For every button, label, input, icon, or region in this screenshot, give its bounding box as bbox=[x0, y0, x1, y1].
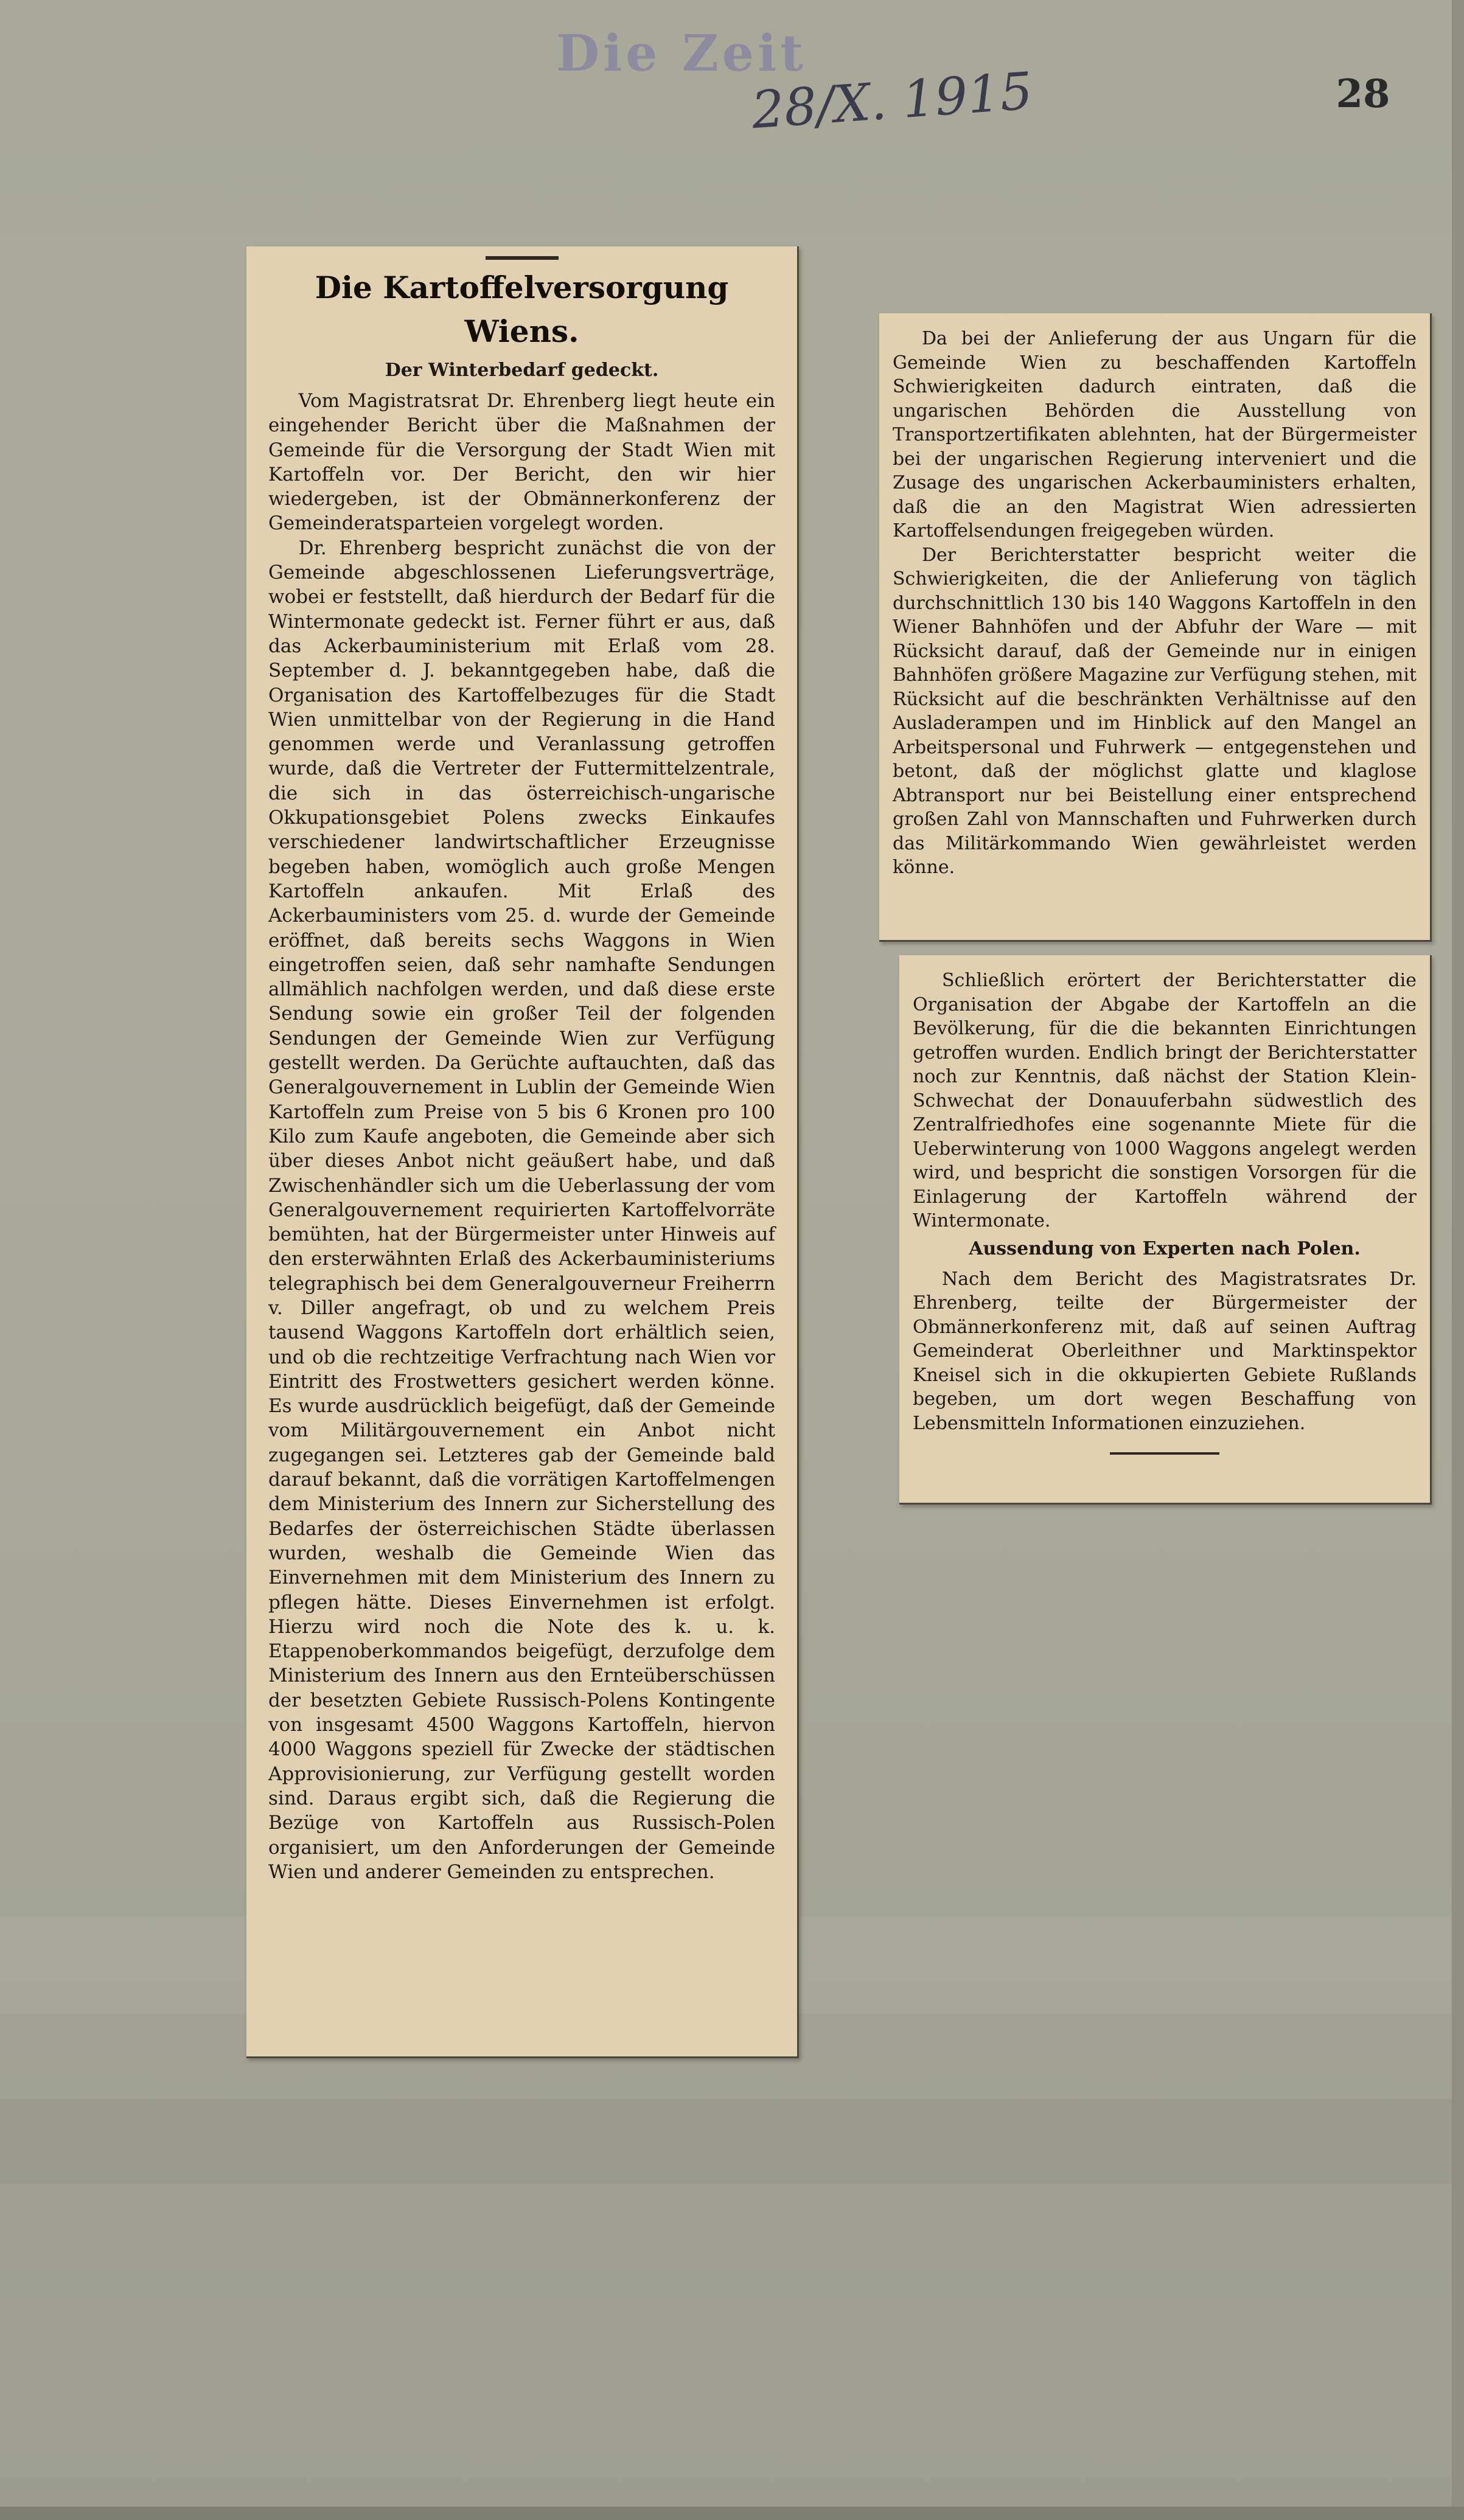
article-subtitle: Der Winterbedarf gedeckt. bbox=[385, 360, 659, 381]
clipping-main-article bbox=[246, 246, 799, 2058]
article-paragraph: Da bei der Anlieferung der aus Ungarn für die Gemeinde Wien zu beschaffenden Kartoffeln Schwierigkeiten dadurch eintraten, daß die ungarischen Behörden die Ausstellung von Transportzertifikaten ablehnten, hat der Bürgermeister bei der ungarischen Regierung interveniert und die Zusage des ungarischen Ackerbauministers erhalten, daß die an den Magistrat Wien adressierten Kartoffelsendungen freigegeben würden. bbox=[893, 328, 1417, 541]
clipping-conclusion bbox=[899, 955, 1432, 1505]
article-paragraph: Der Berichterstatter bespricht weiter die Schwierigkeiten, die der Anlieferung von täglich durchschnittlich 130 bis 140 Waggons Kartoffeln in den Wiener Bahnhöfen und der Abfuhr der Ware — mit Rücksicht darauf, daß der Gemeinde nur in einigen Bahnhöfen größere Magazine zur Verfügung stehen, mit Rücksicht auf die beschränkten Verhältnisse auf den Ausladerampen und im Hinblick auf den Mangel an Arbeitspersonal und Fuhrwerk — entgegenstehen und betont, daß der möglichst glatte und klaglose Abtransport nur bei Beistellung einer entsprechend großen Zahl von Mannschaften und Fuhrwerken durch das Militärkommando Wien gewährleistet werden könne. bbox=[893, 544, 1417, 878]
section-heading: Aussendung von Experten nach Polen. bbox=[969, 1237, 1361, 1259]
clipping-content bbox=[268, 256, 775, 2047]
article-title: Die Kartoffelversorgung Wiens. bbox=[315, 270, 729, 349]
article-paragraph: Nach dem Bericht des Magistratsrates Dr. Ehrenberg, teilte der Bürgermeister der Obmännerkonferenz mit, daß auf seinen Auftrag Gemeinderat Oberleithner und Marktinspektor Kneisel sich in die okkupierten Gebiete Rußlands begeben, um dort wegen Beschaffung von Lebensmitteln Informationen einzuziehen. bbox=[913, 1268, 1417, 1434]
clipping-content bbox=[893, 327, 1417, 930]
newspaper-name-stamp: Die Zeit bbox=[556, 24, 807, 83]
end-rule bbox=[1110, 1452, 1219, 1455]
paper-fold bbox=[0, 2099, 1464, 2184]
page-number: 28 bbox=[1336, 71, 1390, 117]
article-paragraph: Vom Magistratsrat Dr. Ehrenberg liegt heute ein eingehender Bericht über die Maßnahmen der Gemeinde für die Versorgung der Stadt Wien mit Kartoffeln vor. Der Bericht, den wir hier wiedergeben, ist der Obmännerkonferenz der Gemeinderatsparteien vorgelegt worden. bbox=[268, 390, 775, 535]
article-paragraph: Dr. Ehrenberg bespricht zunächst die von der Gemeinde abgeschlossenen Lieferungsverträge, wobei er feststellt, daß hierdurch der Bedarf für die Wintermonate gedeckt ist. Ferner führt er aus, daß das Ackerbauministerium mit Erlaß vom 28. September d. J. bekanntgegeben habe, daß die Organisation des Kartoffelbezuges für die Stadt Wien unmittelbar von der Regierung in die Hand genommen werde und Veranlassung getroffen wurde, daß die Vertreter der Futtermittelzentrale, die sich in das österreichisch-ungarische Okkupationsgebiet Polens zwecks Einkaufes verschiedener landwirtschaftlicher Erzeugnisse begeben haben, womöglich auch große Mengen Kartoffeln ankaufen. Mit Erlaß des Ackerbauministers vom 25. d. wurde der Gemeinde eröffnet, daß bereits sechs Waggons in Wien eingetroffen seien, daß sehr namhafte Sendungen allmählich nachfolgen werden, und daß diese erste Sendung sowie ein großer Teil der folgenden Sendungen der Gemeinde Wien zur Verfügung gestellt werden. Da Gerüchte auftauchten, daß das Generalgouvernement in Lublin der Gemeinde Wien Kartoffeln zum Preise von 5 bis 6 Kronen pro 100 Kilo zum Kaufe angeboten, die Gemeinde aber sich über dieses Anbot nicht geäußert habe, und daß Zwischenhändler sich um die Ueberlassung der vom Generalgouvernement requirierten Kartoffelvorräte bemühten, hat der Bürgermeister unter Hinweis auf den ersterwähnten Erlaß des Ackerbauministeriums telegraphisch bei dem Generalgouverneur Freiherrn v. Diller angefragt, ob und zu welchem Preis tausend Waggons Kartoffeln dort erhältlich seien, und ob die rechtzeitige Verfrachtung nach Wien vor Eintritt des Frostwetters gesichert werden könne. Es wurde ausdrücklich beigefügt, daß der Gemeinde vom Militärgouvernement ein Anbot nicht zugegangen sei. Letzteres gab der Gemeinde bald darauf bekannt, daß die vorrätigen Kartoffelmengen dem Ministerium des Innern zur Sicherstellung des Bedarfes der österreichischen Städte überlassen wurden, weshalb die Gemeinde Wien das Einvernehmen mit dem Ministerium des Innern zu pflegen hätte. Dieses Einvernehmen ist erfolgt. Hierzu wird noch die Note des k. u. k. Etappenoberkommandos beigefügt, derzufolge dem Ministerium des Innern aus den Ernteüberschüssen der besetzten Gebiete Russisch-Polens Kontingente von insgesamt 4500 Waggons Kartoffeln, hiervon 4000 Waggons speziell für Zwecke der städtischen Approvisionierung, zur Verfügung gestellt worden sind. Daraus ergibt sich, daß die Regierung die Bezüge von Kartoffeln aus Russisch-Polen organisiert, um den Anforderungen der Gemeinde Wien und anderer Gemeinden zu entsprechen. bbox=[268, 537, 775, 1883]
article-paragraph: Schließlich erörtert der Berichterstatter die Organisation der Abgabe der Kartoffeln an die Bevölkerung, für die die bekannten Einrichtungen getroffen wurden. Endlich bringt der Berichterstatter noch zur Kenntnis, daß nächst der Station Klein-Schwechat der Donauuferbahn südwestlich des Zentralfriedhofes eine sogenannte Miete für die Ueberwinterung von 1000 Waggons angelegt werden wird, und bespricht die sonstigen Vorsorgen für die Einlagerung der Kartoffeln während der Wintermonate. bbox=[913, 970, 1417, 1231]
clipping-content bbox=[913, 969, 1417, 1493]
sheet-edge bbox=[0, 2507, 1464, 2520]
clipping-continuation bbox=[879, 313, 1432, 942]
top-rule bbox=[486, 256, 559, 260]
sheet-edge bbox=[1452, 0, 1464, 2520]
handwritten-date: 28/X. 1915 bbox=[750, 61, 1035, 141]
